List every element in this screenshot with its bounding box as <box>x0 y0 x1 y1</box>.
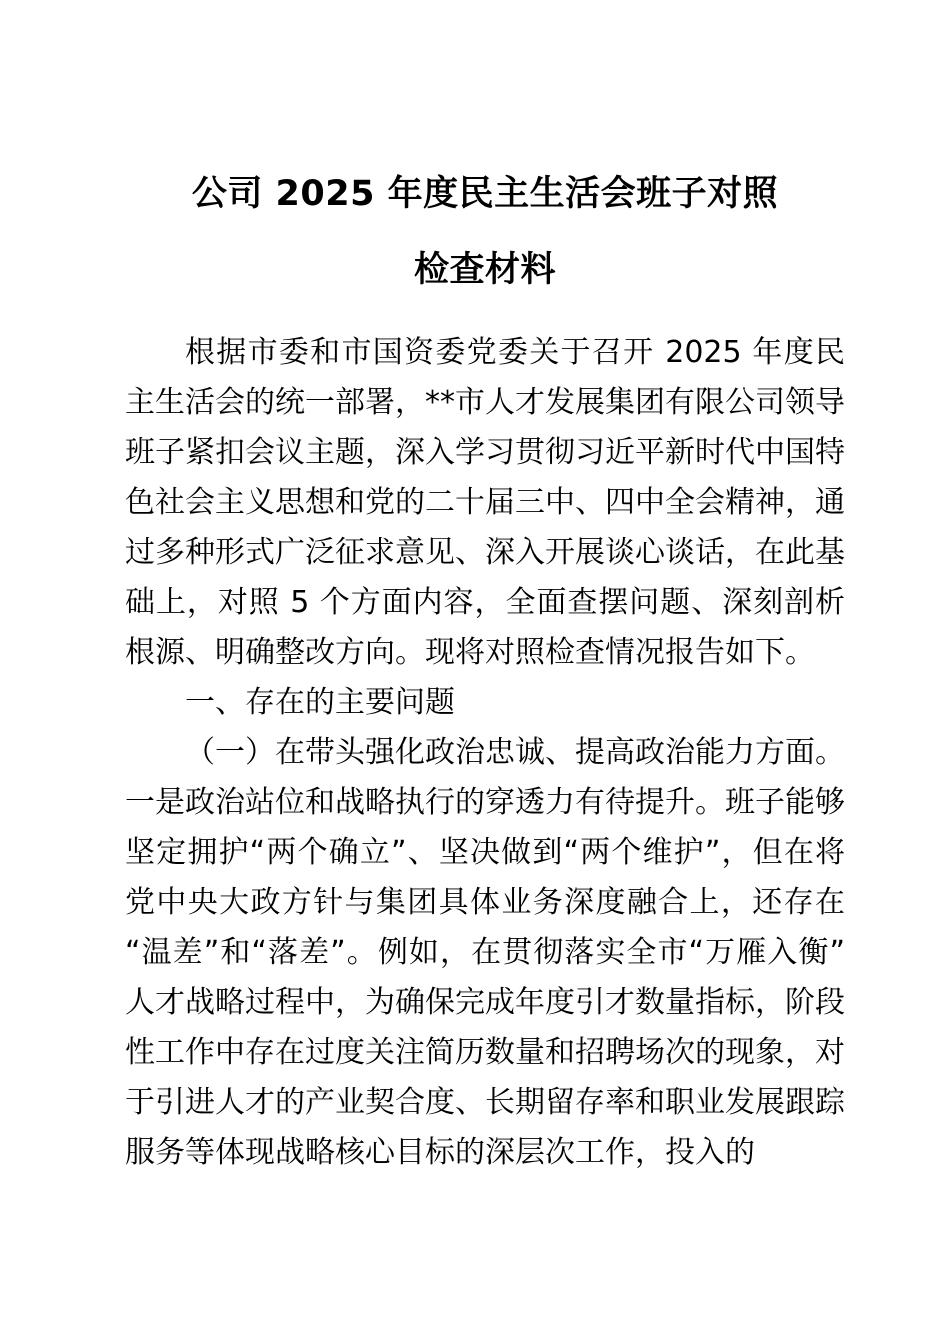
document-body <box>125 0 845 1178</box>
document-title-line-2: 检查材料 <box>413 250 556 290</box>
section-heading-one: 一、存在的主要问题 <box>185 685 455 720</box>
document-title-line-1: 公司 2025 年度民主生活会班子对照 <box>191 174 779 214</box>
intro-paragraph: 根据市委和市国资委党委关于召开 2025 年度民主生活会的统一部署，**市人才发展集团有限公司领导班子紧扣会议主题，深入学习贯彻习近平新时代中国特色社会主义思想和党的二十届三中、四中全会精神，通过多种形式广泛征求意见、深入开展谈心谈话，在此基础上，对照 5 个方面内容，全面查摆问题、深刻剖析根源、明确整改方向。现将对照检查情况报告如下。 <box>125 335 845 670</box>
subsection-one-paragraph: （一）在带头强化政治忠诚、提高政治能力方面。一是政治站位和战略执行的穿透力有待提升。班子能够坚定拥护“两个确立”、坚决做到“两个维护”，但在将党中央大政方针与集团具体业务深度融合上，还存在“温差”和“落差”。例如，在贯彻落实全市“万雁入衡”人才战略过程中，为确保完成年度引才数量指标，阶段性工作中存在过度关注简历数量和招聘场次的现象，对于引进人才的产业契合度、长期留存率和职业发展跟踪服务等体现战略核心目标的深层次工作，投入的 <box>125 735 845 1170</box>
